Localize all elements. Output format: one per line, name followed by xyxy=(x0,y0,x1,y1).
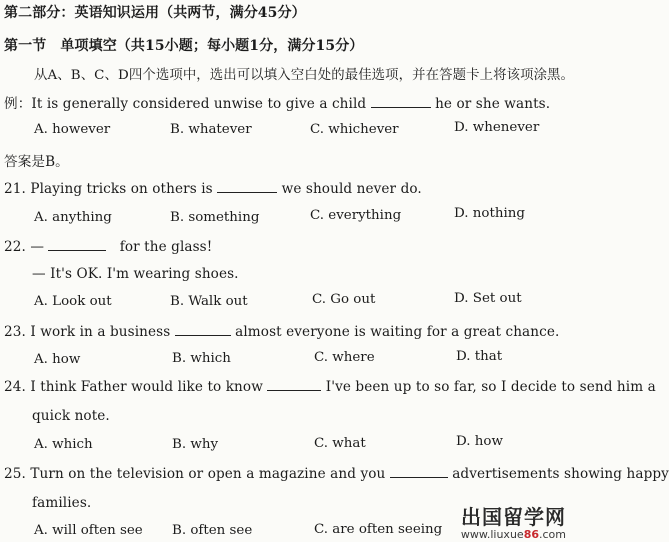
stem-before: I think Father would like to know xyxy=(30,379,263,395)
question-24-stem xyxy=(4,378,656,395)
stem-after: for the glass! xyxy=(119,239,213,255)
question-number: 24. xyxy=(4,379,26,395)
question-21-option-d: D. nothing xyxy=(454,206,525,221)
answer-blank xyxy=(267,378,321,391)
stem-after: we should never do. xyxy=(281,181,422,197)
question-23-stem xyxy=(4,323,559,340)
question-21-stem xyxy=(4,180,422,197)
part-title: 第二部分：英语知识运用（共两节，满分45分） xyxy=(4,5,306,21)
stem-before: — xyxy=(30,239,45,255)
question-number: 25. xyxy=(4,466,26,482)
question-23-option-c: C. where xyxy=(314,350,375,365)
watermark-url-prefix: www.liuxue xyxy=(460,528,524,541)
example-option-b: B. whatever xyxy=(170,122,252,137)
stem-before: Playing tricks on others is xyxy=(30,181,213,197)
stem-before: Turn on the television or open a magazine and you xyxy=(30,466,386,482)
question-22-stem xyxy=(4,238,212,255)
stem-after: I've been up to so far, so I decide to send him a xyxy=(325,379,656,395)
example-prefix: 例： xyxy=(4,96,32,112)
question-22-option-c: C. Go out xyxy=(312,292,376,307)
section-title: 第一节 单项填空（共15小题；每小题1分，满分15分） xyxy=(4,38,364,54)
question-22-option-d: D. Set out xyxy=(454,291,522,306)
example-option-c: C. whichever xyxy=(310,122,399,137)
instructions: 从A、B、C、D四个选项中，选出可以填入空白处的最佳选项，并在答题卡上将该项涂黑。 xyxy=(34,68,575,83)
question-number: 23. xyxy=(4,324,26,340)
answer-blank xyxy=(48,238,106,251)
answer-blank xyxy=(175,323,231,336)
answer-blank xyxy=(371,95,431,108)
site-watermark xyxy=(461,507,566,540)
question-number: 21. xyxy=(4,181,26,197)
question-25-continuation: families. xyxy=(32,495,92,511)
question-23-option-a: A. how xyxy=(34,352,81,367)
stem-after: advertisements showing happy xyxy=(452,466,669,482)
question-25-option-a: A. will often see xyxy=(34,523,143,538)
answer-blank xyxy=(390,465,448,478)
question-24-continuation: quick note. xyxy=(32,408,110,424)
question-22-reply: — It's OK. I'm wearing shoes. xyxy=(32,266,239,282)
question-24-option-c: C. what xyxy=(314,436,366,451)
example-stem xyxy=(4,92,550,112)
question-21-option-a: A. anything xyxy=(34,210,112,225)
answer-blank xyxy=(217,180,277,193)
example-option-d: D. whenever xyxy=(454,120,540,135)
question-21-option-b: B. something xyxy=(170,210,260,225)
stem-before: I work in a business xyxy=(30,324,171,340)
question-22-option-a: A. Look out xyxy=(34,294,112,309)
question-24-option-d: D. how xyxy=(456,434,503,449)
question-23-option-d: D. that xyxy=(456,349,503,364)
question-24-option-a: A. which xyxy=(34,437,93,452)
example-stem-after: he or she wants. xyxy=(435,96,551,112)
question-24-option-b: B. why xyxy=(172,437,219,452)
watermark-url-suffix: .com xyxy=(539,528,566,541)
question-23-option-b: B. which xyxy=(172,351,231,366)
watermark-title: 出国留学网 xyxy=(461,505,566,529)
question-22-option-b: B. Walk out xyxy=(170,294,248,309)
example-option-a: A. however xyxy=(34,122,111,137)
question-25-option-c: C. are often seeing xyxy=(314,522,443,537)
question-25-option-b: B. often see xyxy=(172,523,253,538)
stem-after: almost everyone is waiting for a great chance. xyxy=(235,324,560,340)
example-answer: 答案是B。 xyxy=(4,154,69,170)
watermark-url xyxy=(461,529,566,540)
watermark-url-highlight: 86 xyxy=(523,528,539,541)
example-stem-before: It is generally considered unwise to give a child xyxy=(31,96,367,112)
question-21-option-c: C. everything xyxy=(310,208,402,223)
question-number: 22. xyxy=(4,239,26,255)
question-25-stem xyxy=(4,465,669,482)
